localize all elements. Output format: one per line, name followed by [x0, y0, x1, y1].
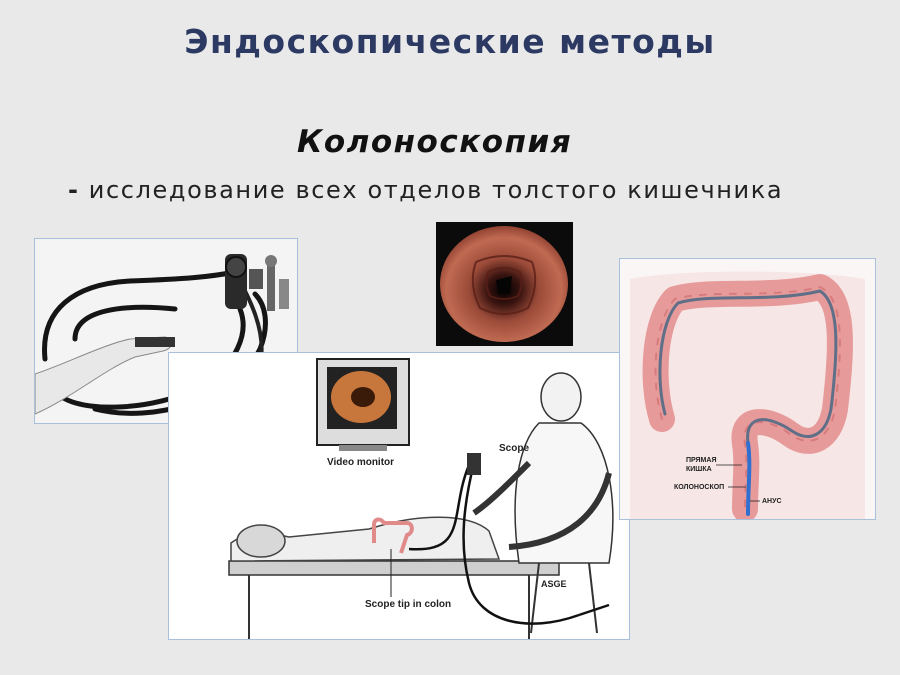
rectum-label-line2: КИШКА: [686, 466, 712, 473]
colon-anatomy-illustration: [619, 258, 876, 520]
definition-line: [68, 176, 783, 204]
video-monitor-drawing: [317, 359, 409, 451]
anus-label: АНУС: [762, 498, 782, 505]
slide-title: Эндоскопические методы: [184, 22, 716, 61]
definition-dash: -: [68, 176, 80, 204]
slide-subtitle: Колоноскопия: [297, 124, 573, 160]
colon-lumen-view-image: [436, 222, 573, 346]
rectum-label-line1: ПРЯМАЯ: [686, 457, 717, 464]
scope-tip-label: Scope tip in colon: [365, 599, 452, 610]
asge-logo: ASGE: [541, 579, 567, 589]
video-monitor-label: Video monitor: [327, 457, 395, 468]
definition-text: исследование всех отделов толстого кишечника: [88, 176, 784, 204]
scope-label: Scope: [499, 443, 530, 454]
procedure-illustration: [168, 352, 630, 640]
colonoscope-label: КОЛОНОСКОП: [674, 484, 725, 491]
